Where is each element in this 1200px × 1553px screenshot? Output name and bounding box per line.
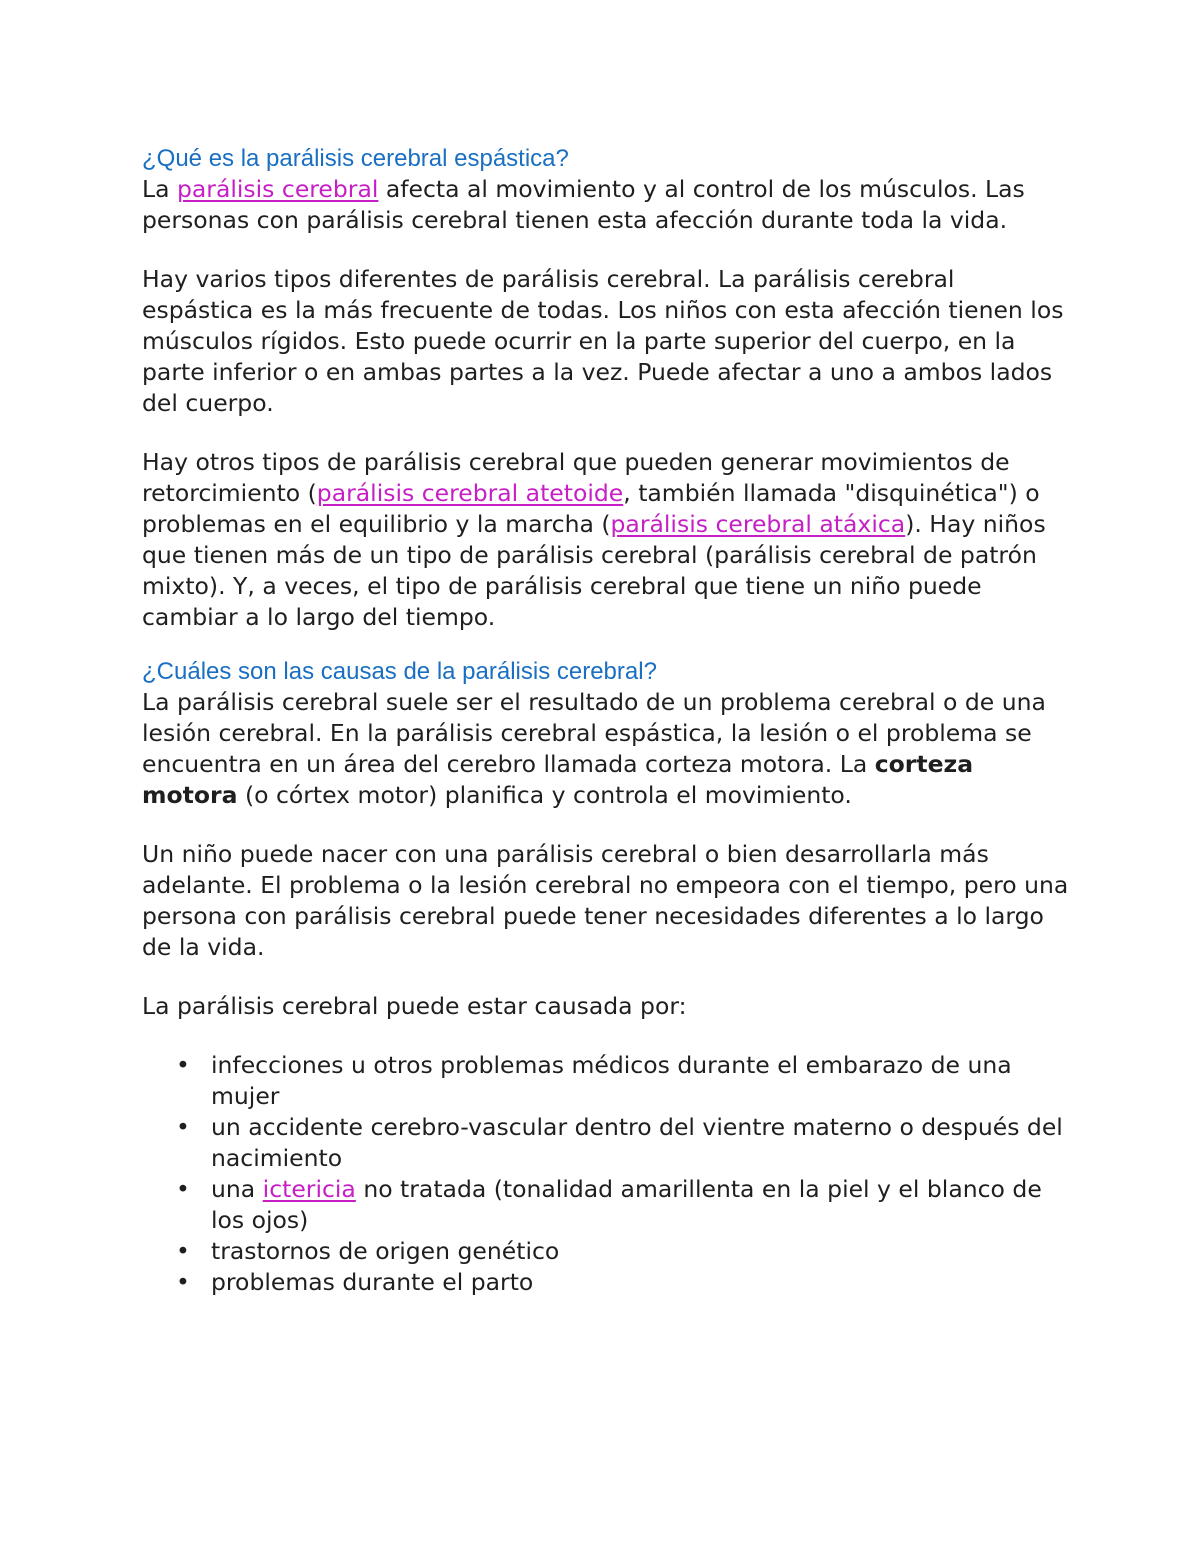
paragraph-other-types — [142, 447, 1072, 633]
causes-list — [142, 1050, 1072, 1298]
bullet-icon: • — [176, 1237, 190, 1265]
paragraph-caused-by: La parálisis cerebral puede estar causada por: — [142, 992, 687, 1020]
bullet-icon: • — [176, 1175, 190, 1203]
text-run: , también llamada "disquinética") o problemas en el equilibrio y la marcha ( — [142, 479, 1040, 538]
list-item-text: trastornos de origen genético — [211, 1237, 560, 1265]
list-item — [142, 1112, 1072, 1174]
list-item-text: un accidente cerebro-vascular dentro del vientre materno o después del nacimiento — [211, 1113, 1063, 1172]
bold-term-corteza-motora: corteza motora — [142, 750, 974, 809]
section-causes — [142, 656, 1072, 1298]
paragraph-intro — [142, 174, 1072, 236]
bullet-icon: • — [176, 1268, 190, 1296]
paragraph-causes-intro — [142, 687, 1072, 811]
text-run: no tratada (tonalidad amarillenta en la piel y el blanco de los ojos) — [211, 1175, 1042, 1234]
list-item — [142, 1174, 1072, 1236]
list-item — [142, 1236, 1072, 1267]
text-run: La parálisis cerebral suele ser el resultado de un problema cerebral o de una lesión cerebral. En la parálisis cerebral espástica, la lesión o el problema se encuentra en un área del cerebro llamada corteza motora. La — [142, 688, 1046, 778]
text-run: afecta al movimiento y al control de los músculos. Las personas con parálisis cerebral tienen esta afección durante toda la vida. — [142, 175, 1025, 234]
link-paralisis-cerebral[interactable]: parálisis cerebral — [176, 175, 379, 203]
bullet-icon: • — [176, 1113, 190, 1141]
text-run: ). Hay niños que tienen más de un tipo de parálisis cerebral (parálisis cerebral de patrón mixto). Y, a veces, el tipo de parálisis cerebral que tiene un niño puede cambiar a lo largo del tiempo. — [142, 510, 1046, 631]
section-heading-causes: ¿Cuáles son las causas de la parálisis cerebral? — [142, 658, 657, 685]
text-run: Hay otros tipos de parálisis cerebral que pueden generar movimientos de retorcimiento ( — [142, 448, 1010, 507]
link-paralisis-atetoide[interactable]: parálisis cerebral atetoide — [316, 479, 624, 507]
text-run: (o córtex motor) planifica y controla el movimiento. — [237, 781, 852, 809]
bullet-icon: • — [176, 1051, 190, 1079]
text-run: una — [211, 1175, 263, 1203]
link-ictericia[interactable]: ictericia — [262, 1175, 356, 1203]
text-run: La — [142, 175, 177, 203]
link-paralisis-ataxica[interactable]: parálisis cerebral atáxica — [610, 510, 906, 538]
paragraph-born-with: Un niño puede nacer con una parálisis cerebral o bien desarrollarla más adelante. El problema o la lesión cerebral no empeora con el tiempo, pero una persona con parálisis cerebral puede tener necesidades diferentes a lo largo de la vida. — [142, 840, 1069, 961]
list-item — [142, 1267, 1072, 1298]
list-item-text: problemas durante el parto — [211, 1268, 534, 1296]
list-item — [142, 1050, 1072, 1112]
paragraph-types: Hay varios tipos diferentes de parálisis cerebral. La parálisis cerebral espástica es la más frecuente de todas. Los niños con esta afección tienen los músculos rígidos. Esto puede ocurrir en la parte superior del cuerpo, en la parte inferior o en ambas partes a la vez. Puede afectar a uno a ambos lados del cuerpo. — [142, 265, 1064, 417]
document-page — [142, 143, 1072, 1298]
section-heading-spastic-cp: ¿Qué es la parálisis cerebral espástica? — [142, 145, 569, 172]
list-item-text: infecciones u otros problemas médicos durante el embarazo de una mujer — [211, 1051, 1012, 1110]
